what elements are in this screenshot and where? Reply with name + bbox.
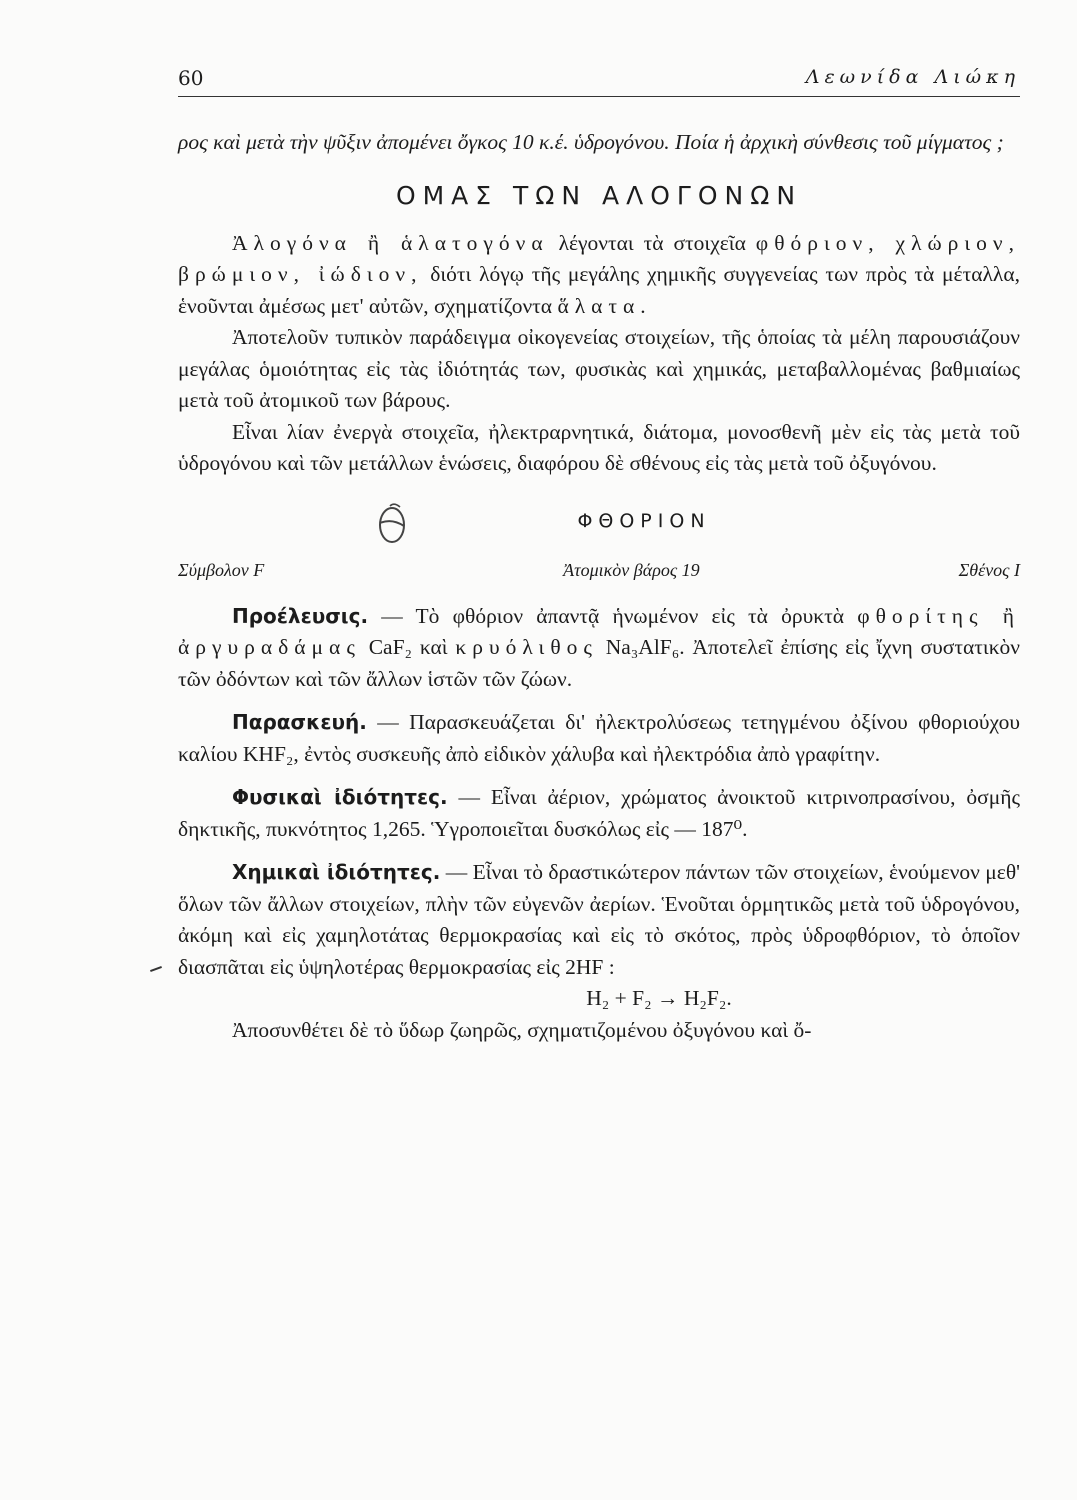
halogens-term: Ἀλογόνα ἢ ἁλατογόνα bbox=[232, 230, 549, 255]
origin-paragraph: Προέλευσις. — Τὸ φθόριον ἀπαντᾷ ἡνωμένον εἰς τὰ ὀρυκτὰ φθορίτης ἢ ἀργυραδάμας CaF₂ καὶ κρυόλιθος Na₃AlF₆. Ἀποτελεῖ ἐπίσης εἰς ἴχνη συστατικὸν τῶν ὀδόντων καὶ τῶν ἄλλων ἱστῶν τῶν ζώων. bbox=[178, 603, 1020, 691]
element-symbol: Σύμβολον F bbox=[178, 559, 265, 580]
halogens-definition-paragraph: Ἀλογόνα ἢ ἁλατογόνα λέγονται τὰ στοιχεῖα φθόριον, χλώριον, βρώμιον, ἰώδιον, διότι λόγῳ τῆς μεγάλης χημικῆς συγγενείας των πρὸς τὰ μέταλλα, ἑνοῦνται ἀμέσως μετ' αὐτῶν, σχηματίζοντα ἅλατα. bbox=[178, 230, 1021, 318]
halogen-names: φθόριον, χλώριον, βρώμιον, ἰώδιον, bbox=[178, 230, 1021, 286]
preparation-paragraph: Παρασκευή. — Παρασκευάζεται δι' ἠλεκτρολύσεως τετηγμένου ὀξίνου φθοριούχου καλίου KHF₂, ἐντὸς συσκευῆς ἀπὸ εἰδικὸν χάλυβα καὶ ἠλεκτρόδια ἀπὸ γραφίτην. bbox=[178, 710, 1020, 766]
book-page bbox=[178, 56, 1020, 1046]
origin-label: Προέλευσις. bbox=[232, 603, 369, 628]
section-heading: ΟΜΑΣ ΤΩΝ ΑΛΟΓΟΝΩΝ bbox=[395, 180, 803, 210]
page-header bbox=[178, 56, 1020, 97]
running-title: Λεωνίδα Λιώκη bbox=[805, 66, 1020, 88]
physical-properties-label: Φυσικαὶ ἰδιότητες. bbox=[232, 785, 448, 809]
margin-pencil-mark bbox=[150, 966, 162, 972]
element-valence: Σθένος I bbox=[958, 559, 1020, 580]
page-content bbox=[178, 97, 1020, 1046]
continued-paragraph: ρος καὶ μετὰ τὴν ψῦξιν ἀπομένει ὄγκος 10 κ.έ. ὑδρογόνου. Ποία ἡ ἀρχικὴ σύνθεσις τοῦ μίγματος ; bbox=[178, 130, 1004, 154]
page-number: 60 bbox=[178, 66, 204, 90]
physical-properties-paragraph: Φυσικαὶ ἰδιότητες. — Εἶναι ἀέριον, χρώματος ἀνοικτοῦ κιτρινοπρασίνου, ὀσμῆς δηκτικῆς, πυκνότητος 1,265. Ὑγροποιεῖται δυσκόλως εἰς — 187⁰. bbox=[178, 785, 1020, 841]
element-atomic-weight: Ἀτομικὸν βάρος 19 bbox=[563, 559, 700, 580]
preparation-label: Παρασκευή. bbox=[232, 710, 367, 734]
reaction-equation: H₂ + F₂ → H₂F₂. bbox=[586, 986, 732, 1010]
salts-term: ἅλατα. bbox=[557, 293, 652, 318]
reactivity-paragraph: Εἶναι λίαν ἐνεργὰ στοιχεῖα, ἠλεκτραρνητικά, διάτομα, μονοσθενῆ μὲν εἰς τὰς μετὰ τοῦ ὑδρογόνου καὶ τῶν μετάλλων ἑνώσεις, διαφόρου δὲ σθένους εἰς τὰς μετὰ τοῦ ὀξυγόνου. bbox=[178, 419, 1020, 475]
water-decomposition-line: Ἀποσυνθέτει δὲ τὸ ὕδωρ ζωηρῶς, σχηματιζομένου ὀξυγόνου καὶ ὄ- bbox=[232, 1017, 812, 1042]
chemical-properties-paragraph: Χημικαὶ ἰδιότητες. — Εἶναι τὸ δραστικώτερον πάντων τῶν στοιχείων, ἑνούμενον μεθ' ὅλων τῶν ἄλλων στοιχείων, πλὴν τῶν εὐγενῶν ἀερίων. Ἑνοῦται ὁρμητικῶς μετὰ τοῦ ὑδρογόνου, ἀκόμη καὶ εἰς χαμηλοτάτας θερμοκρασίας καὶ εἰς τὸ σκότος, πρὸς ὑδροφθόριον, τὸ ὁποῖον διασπᾶται εἰς ὑψηλοτέρας θερμοκρασίας εἰς 2HF : bbox=[178, 860, 1021, 979]
element-heading-block bbox=[178, 500, 1020, 550]
element-title: ΦΘΟΡΙΟΝ bbox=[577, 509, 711, 532]
chemical-properties-label: Χημικαὶ ἰδιότητες. bbox=[232, 860, 441, 884]
family-paragraph: Ἀποτελοῦν τυπικὸν παράδειγμα οἰκογενείας στοιχείων, τῆς ὁποίας τὰ μέλη παρουσιάζουν μεγάλας ὁμοιότητας εἰς τὰς ἰδιότητάς των, φυσικὰς καὶ χημικάς, μεταβαλλομένας βαθμιαίως μετὰ τοῦ ἀτομικοῦ των βάρους. bbox=[178, 325, 1020, 412]
mineral-fluorite: φθορίτης ἢ ἀργυραδάμας bbox=[178, 603, 1020, 659]
element-properties-row bbox=[178, 560, 1020, 581]
mineral-cryolite: κρυόλιθος bbox=[455, 635, 598, 659]
